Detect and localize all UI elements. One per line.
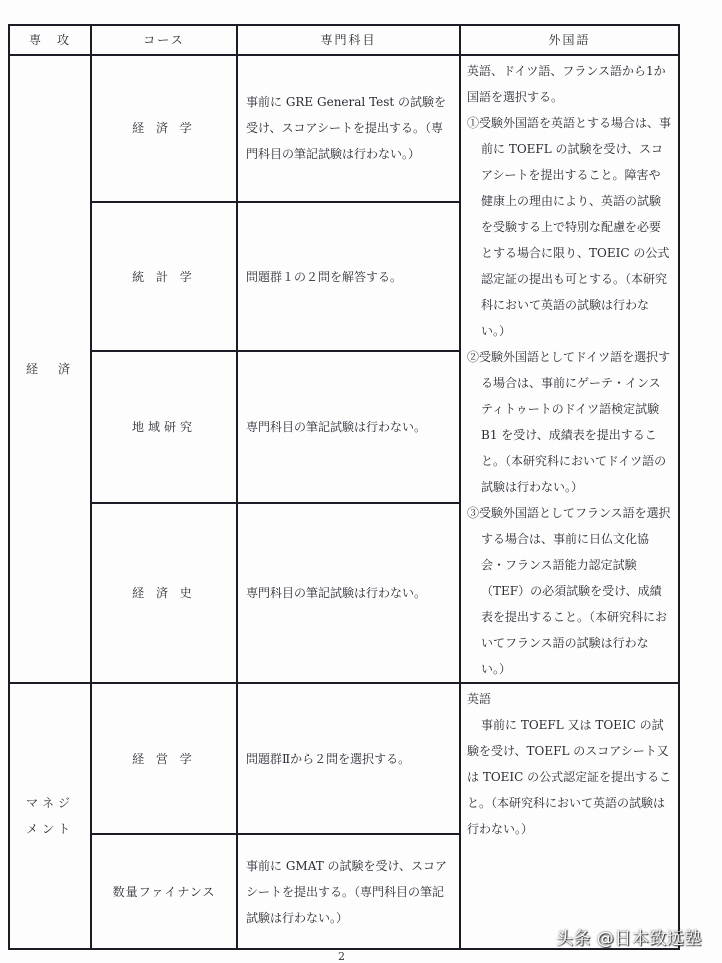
header-language: 外国語 bbox=[460, 25, 679, 55]
course-quantitative-finance: 数量ファイナンス bbox=[91, 834, 237, 949]
course-economic-history: 経 済 史 bbox=[91, 503, 237, 683]
subject-statistics: 問題群１の２問を解答する。 bbox=[237, 202, 460, 352]
language-item-french: ③受験外国語としてフランス語を選択する場合は、事前に日仏文化協会・フランス語能力認定試験（TEF）の必須試験を受け、成績表を提出すること。（本研究科においてフランス語の試験は行わない。） bbox=[467, 506, 671, 676]
language-body: 事前に TOEFL 又は TOEIC の試験を受け、TOEFL のスコアシート又は TOEIC の公式認定証を提出すること。（本研究科において英語の試験は行わない。） bbox=[467, 718, 672, 836]
language-intro: 英語 bbox=[467, 692, 492, 706]
course-regional-studies: 地域研究 bbox=[91, 351, 237, 503]
subject-business-administration: 問題群Ⅱから２問を選択する。 bbox=[237, 683, 460, 834]
language-intro: 英語、ドイツ語、フランス語から1か国語を選択する。 bbox=[467, 64, 666, 104]
table-row bbox=[9, 683, 679, 834]
subject-quantitative-finance: 事前に GMAT の試験を受け、スコアシートを提出する。（専門科目の筆記試験は行わない。） bbox=[237, 834, 460, 949]
major-management bbox=[9, 683, 91, 949]
language-item-german: ②受験外国語としてドイツ語を選択する場合は、事前にゲーテ・インスティトゥートのドイツ語検定試験 B1 を受け、成績表を提出すること。（本研究科においてドイツ語の試験は行わない。） bbox=[467, 350, 671, 494]
course-economics: 経 済 学 bbox=[91, 55, 237, 202]
language-item-english: ①受験外国語を英語とする場合は、事前に TOEFL の試験を受け、スコアシートを提出すること。障害や健康上の理由により、英語の試験を受験する上で特別な配慮を必要とする場合に限り、TOEIC の公式認定証の提出も可とする。（本研究科において英語の試験は行わない。） bbox=[467, 116, 672, 338]
exam-subjects-table bbox=[8, 24, 680, 950]
table-row bbox=[9, 55, 679, 202]
major-economics: 経 済 bbox=[9, 55, 91, 683]
header-course: コース bbox=[91, 25, 237, 55]
course-statistics: 統 計 学 bbox=[91, 202, 237, 352]
header-subject: 専門科目 bbox=[237, 25, 460, 55]
watermark: 头条 @日本致远塾 bbox=[556, 929, 702, 949]
course-business-administration: 経 営 学 bbox=[91, 683, 237, 834]
subject-economic-history: 専門科目の筆記試験は行わない。 bbox=[237, 503, 460, 683]
page-number: 2 bbox=[338, 950, 345, 963]
header-major: 専 攻 bbox=[9, 25, 91, 55]
subject-economics: 事前に GRE General Test の試験を受け、スコアシートを提出する。（専門科目の筆記試験は行わない。） bbox=[237, 55, 460, 202]
language-economics bbox=[460, 55, 679, 683]
language-management bbox=[460, 683, 679, 949]
header-row bbox=[9, 25, 679, 55]
subject-regional-studies: 専門科目の筆記試験は行わない。 bbox=[237, 351, 460, 503]
major-management-label: マネジメント bbox=[25, 796, 74, 836]
